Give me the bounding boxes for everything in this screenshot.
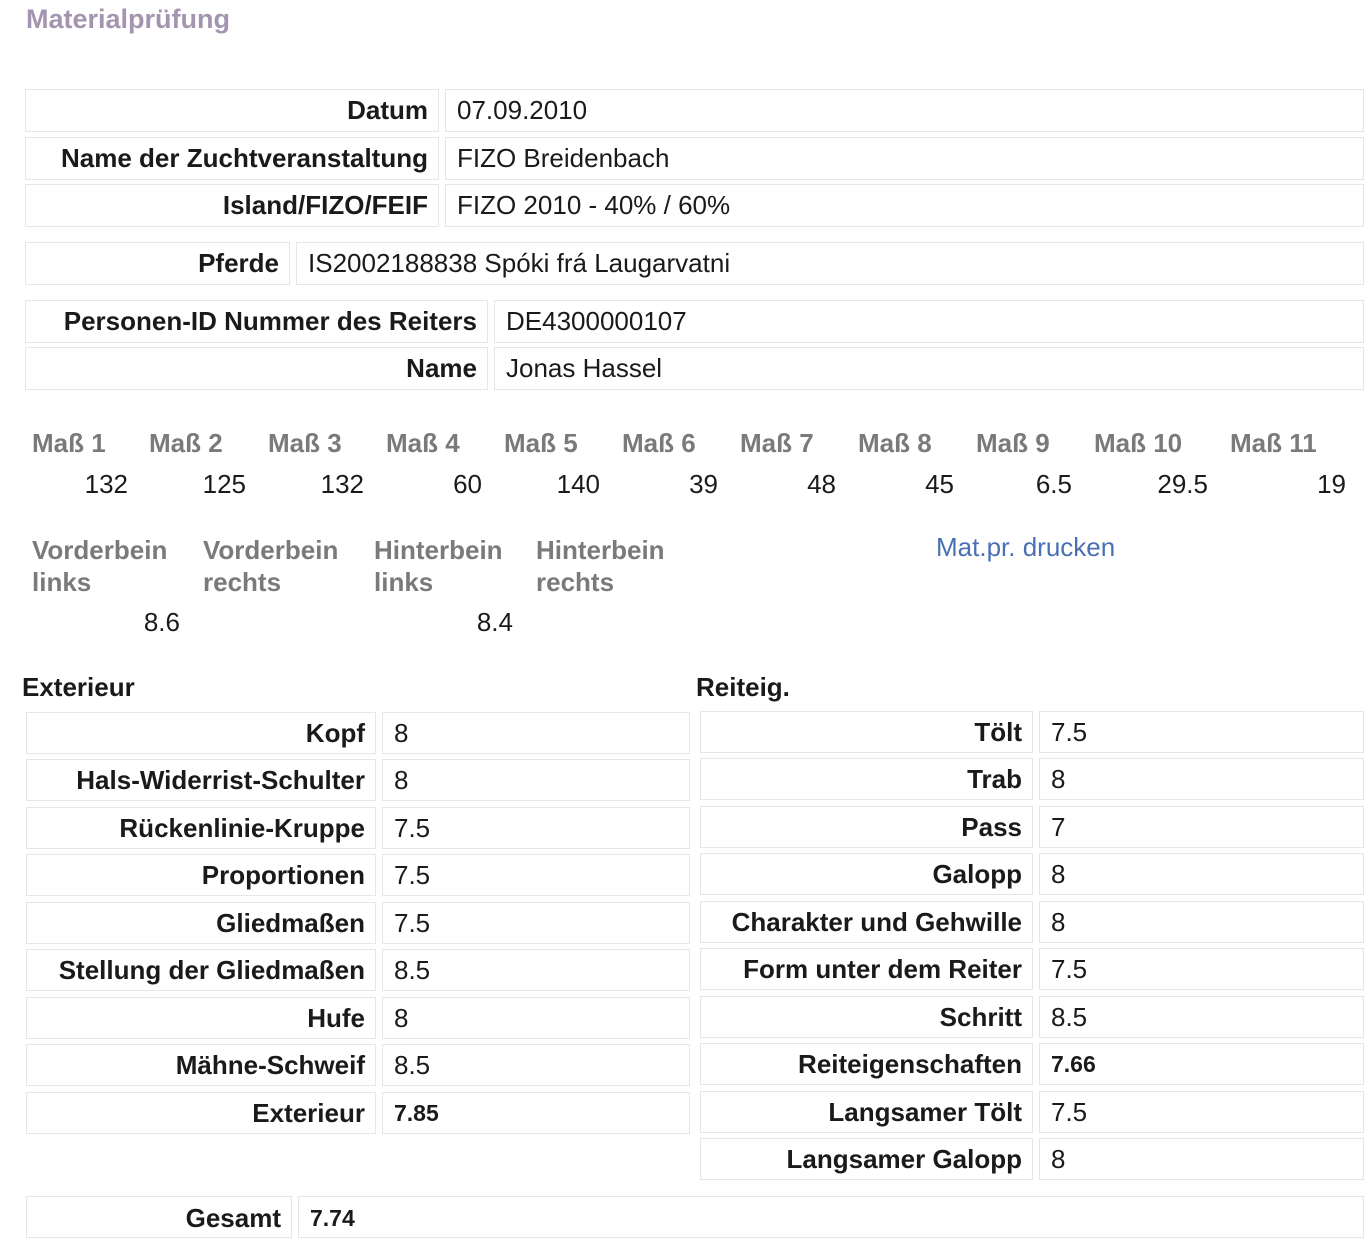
reiteig-row-value: 8 xyxy=(1039,901,1364,943)
vorderbein-rechts-label xyxy=(203,534,338,598)
datum-value: 07.09.2010 xyxy=(445,89,1364,132)
exterieur-row-label: Hals-Widerrist-Schulter xyxy=(26,759,376,801)
hinterbein-rechts-line2: rechts xyxy=(536,567,615,597)
reiteig-title: Reiteig. xyxy=(696,672,790,702)
reiteig-total-value: 7.66 xyxy=(1039,1043,1364,1085)
mass-8-label: Maß 8 xyxy=(858,428,932,458)
page-title: Materialprüfung xyxy=(26,4,231,34)
vorderbein-rechts-line1: Vorderbein xyxy=(203,535,339,565)
reiteig-row-label: Charakter und Gehwille xyxy=(700,901,1033,943)
name-value: Jonas Hassel xyxy=(494,347,1364,390)
mass-1-label: Maß 1 xyxy=(32,428,106,458)
mass-6-value: 39 xyxy=(689,469,718,499)
mass-9-value: 6.5 xyxy=(1035,469,1072,499)
vorderbein-links-label xyxy=(32,534,167,598)
reiteig-row-value: 7 xyxy=(1039,806,1364,848)
mass-10-label: Maß 10 xyxy=(1094,428,1183,458)
vorderbein-links-value: 8.6 xyxy=(143,607,180,637)
reiteig-row-value: 8 xyxy=(1039,853,1364,895)
zucht-label: Name der Zuchtveranstaltung xyxy=(25,137,439,180)
mass-10-value: 29.5 xyxy=(1157,469,1208,499)
hinterbein-rechts-line1: Hinterbein xyxy=(536,535,665,565)
exterieur-row-value: 8 xyxy=(382,712,690,754)
personen-label: Personen-ID Nummer des Reiters xyxy=(25,300,488,343)
reiteig-row-label: Pass xyxy=(700,806,1033,848)
pferde-value: IS2002188838 Spóki frá Laugarvatni xyxy=(296,242,1364,285)
mass-1-value: 132 xyxy=(84,469,128,499)
reiteig-row-label: Tölt xyxy=(700,711,1033,753)
reiteig-row-label: Trab xyxy=(700,758,1033,800)
mass-4-value: 60 xyxy=(453,469,482,499)
exterieur-row-value: 7.5 xyxy=(382,854,690,896)
exterieur-row-label: Mähne-Schweif xyxy=(26,1044,376,1086)
hinterbein-rechts-label xyxy=(536,534,665,598)
exterieur-row-value: 7.5 xyxy=(382,807,690,849)
exterieur-row-label: Gliedmaßen xyxy=(26,902,376,944)
hinterbein-links-value: 8.4 xyxy=(476,607,513,637)
mass-2-value: 125 xyxy=(202,469,246,499)
mass-4-label: Maß 4 xyxy=(386,428,460,458)
gesamt-value: 7.74 xyxy=(298,1196,1364,1238)
hinterbein-links-line2: links xyxy=(374,567,434,597)
mass-3-value: 132 xyxy=(320,469,364,499)
reiteig-row-value: 8 xyxy=(1039,758,1364,800)
exterieur-row-label: Hufe xyxy=(26,997,376,1039)
zucht-value: FIZO Breidenbach xyxy=(445,137,1364,180)
exterieur-total-label: Exterieur xyxy=(26,1092,376,1134)
mass-5-label: Maß 5 xyxy=(504,428,578,458)
reiteig-total-label: Reiteigenschaften xyxy=(700,1043,1033,1085)
mass-7-value: 48 xyxy=(807,469,836,499)
mass-5-value: 140 xyxy=(556,469,600,499)
vorderbein-rechts-line2: rechts xyxy=(203,567,282,597)
reiteig-row-label: Langsamer Galopp xyxy=(700,1138,1033,1180)
exterieur-row-label: Rückenlinie-Kruppe xyxy=(26,807,376,849)
reiteig-row-value: 7.5 xyxy=(1039,948,1364,990)
exterieur-row-value: 8 xyxy=(382,759,690,801)
reiteig-row-label: Galopp xyxy=(700,853,1033,895)
reiteig-row-value: 7.5 xyxy=(1039,711,1364,753)
fizo-value: FIZO 2010 - 40% / 60% xyxy=(445,184,1364,227)
reiteig-row-label: Langsamer Tölt xyxy=(700,1091,1033,1133)
vorderbein-links-line2: links xyxy=(32,567,92,597)
exterieur-row-value: 8.5 xyxy=(382,1044,690,1086)
name-label: Name xyxy=(25,347,488,390)
exterieur-row-label: Stellung der Gliedmaßen xyxy=(26,949,376,991)
exterieur-total-value: 7.85 xyxy=(382,1092,690,1134)
mass-6-label: Maß 6 xyxy=(622,428,696,458)
reiteig-row-value: 7.5 xyxy=(1039,1091,1364,1133)
mass-11-value: 19 xyxy=(1317,469,1346,499)
hinterbein-links-label xyxy=(374,534,503,598)
reiteig-row-value: 8 xyxy=(1039,1138,1364,1180)
exterieur-row-value: 8 xyxy=(382,997,690,1039)
exterieur-title: Exterieur xyxy=(22,672,135,702)
exterieur-row-value: 7.5 xyxy=(382,902,690,944)
reiteig-row-label: Form unter dem Reiter xyxy=(700,948,1033,990)
mass-7-label: Maß 7 xyxy=(740,428,814,458)
personen-value: DE4300000107 xyxy=(494,300,1364,343)
hinterbein-links-line1: Hinterbein xyxy=(374,535,503,565)
fizo-label: Island/FIZO/FEIF xyxy=(25,184,439,227)
reiteig-row-value: 8.5 xyxy=(1039,996,1364,1038)
exterieur-row-value: 8.5 xyxy=(382,949,690,991)
datum-label: Datum xyxy=(25,89,439,132)
vorderbein-links-line1: Vorderbein xyxy=(32,535,168,565)
exterieur-row-label: Kopf xyxy=(26,712,376,754)
mass-3-label: Maß 3 xyxy=(268,428,342,458)
mass-11-label: Maß 11 xyxy=(1230,428,1317,458)
reiteig-row-label: Schritt xyxy=(700,996,1033,1038)
mass-2-label: Maß 2 xyxy=(149,428,223,458)
mass-8-value: 45 xyxy=(925,469,954,499)
print-link[interactable]: Mat.pr. drucken xyxy=(936,532,1116,562)
pferde-label: Pferde xyxy=(25,242,290,285)
gesamt-label: Gesamt xyxy=(26,1196,292,1238)
exterieur-row-label: Proportionen xyxy=(26,854,376,896)
mass-9-label: Maß 9 xyxy=(976,428,1050,458)
